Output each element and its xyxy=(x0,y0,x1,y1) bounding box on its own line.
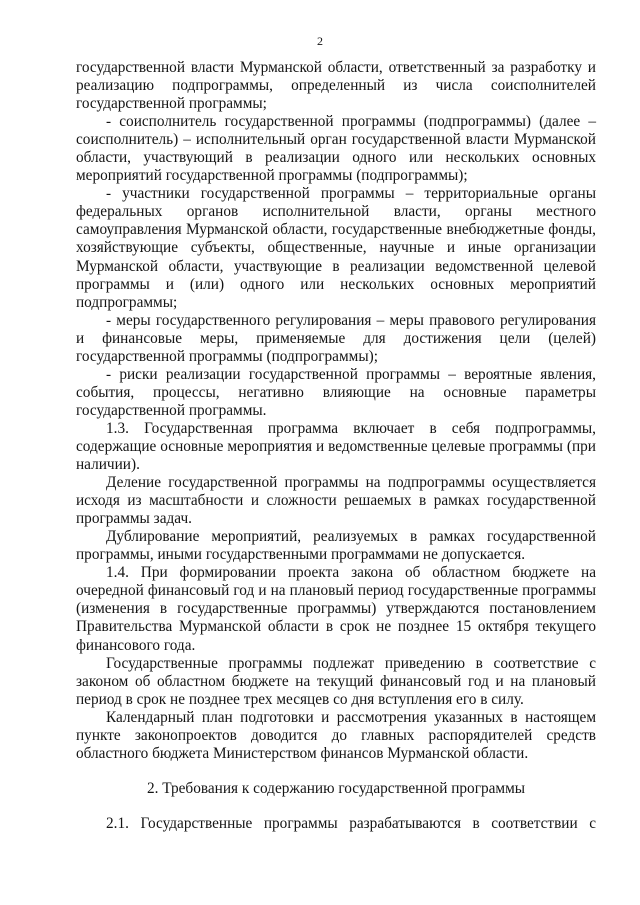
paragraph-responsible-executor-continuation: государственной власти Мурманской области, ответственный за разработку и реализацию подпрограммы, определенный из числа соисполнителей государственной программы; xyxy=(76,59,596,113)
paragraph-regulation-measures-definition: - меры государственного регулирования – меры правового регулирования и финансовые меры, применяемые для достижения цели (целей) государственной программы (подпрограммы); xyxy=(76,311,596,365)
paragraph-1-3: 1.3. Государственная программа включает в себя подпрограммы, содержащие основные мероприятия и ведомственные целевые программы (при наличии). xyxy=(76,419,596,474)
section-heading: 2. Требования к содержанию государственной программы xyxy=(146,780,526,797)
paragraph-participants-definition: - участники государственной программы – территориальные органы федеральных органов исполнительной власти, органы местного самоуправления Мурманской области, государственные внебюджетные фонды, хозяйствующие субъекты, общественные, научные и иные организации Мурманской области, участвующие в реализации ведомственной целевой программы и (или) одного или нескольких основных мероприятий подпрограммы; xyxy=(76,185,596,311)
paragraph-risks-definition: - риски реализации государственной программы – вероятные явления, события, процессы, негативно влияющие на основные параметры государственной программы. xyxy=(76,365,596,419)
paragraph-subprogram-division: Деление государственной программы на подпрограммы осуществляется исходя из масштабности и сложности решаемых в рамках государственной программы задач. xyxy=(76,474,596,528)
paragraph-1-4: 1.4. При формировании проекта закона об областном бюджете на очередной финансовый год и на плановый период государственные программы (изменения в государственные программы) утверждаются постановлением Правительства Мурманской области в срок не позднее 15 октября текущего финансового года. xyxy=(76,564,596,654)
paragraph-co-executor-definition: - соисполнитель государственной программы (подпрограммы) (далее – соисполнитель) – исполнительный орган государственной власти Мурманской области, участвующий в реализации одного или нескольких основных мероприятий государственной программы (подпрограммы); xyxy=(76,113,596,185)
paragraph-budget-alignment: Государственные программы подлежат приведению в соответствие с законом об областном бюджете на текущий финансовый год и на плановый период в срок не позднее трех месяцев со дня вступления его в силу. xyxy=(76,654,596,708)
page-number: 2 xyxy=(317,34,323,48)
paragraph-calendar-plan: Календарный план подготовки и рассмотрения указанных в настоящем пункте законопроектов доводится до главных распорядителей средств областного бюджета Министерством финансов Мурманской области. xyxy=(76,708,596,762)
paragraph-duplication: Дублирование мероприятий, реализуемых в рамках государственной программы, иными государственными программами не допускается. xyxy=(76,528,596,564)
document-body xyxy=(76,59,596,763)
section-2-body xyxy=(76,815,596,833)
paragraph-2-1: 2.1. Государственные программы разрабатываются в соответствии с xyxy=(106,815,596,832)
